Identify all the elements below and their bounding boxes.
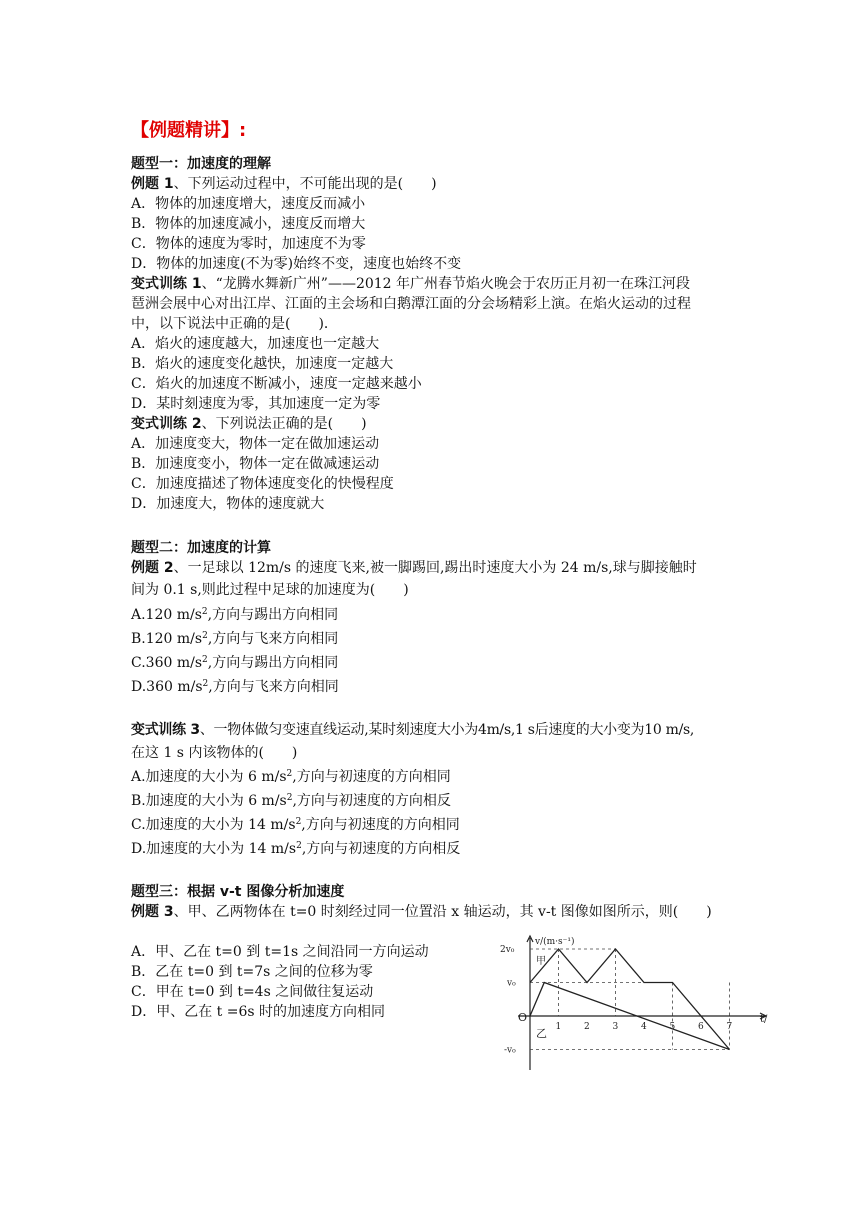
example-3-stem — [131, 902, 712, 922]
option-text: C.360 m/s — [131, 655, 203, 671]
option-text: B.120 m/s — [131, 631, 203, 647]
option-text: ,方向与踢出方向相同 — [207, 655, 339, 671]
example-label: 例题 3 — [131, 904, 174, 920]
option: B．加速度变小，物体一定在做减速运动 — [131, 456, 380, 472]
option: D．物体的加速度(不为零)始终不变，速度也始终不变 — [131, 256, 462, 272]
example-label: 例题 1 — [131, 176, 174, 192]
superscript: 2 — [202, 679, 209, 689]
example-2-stem — [131, 558, 697, 578]
vt-graph — [494, 932, 770, 1074]
option-text: A.120 m/s — [131, 607, 202, 623]
x-axis-label: t/ — [760, 1014, 768, 1025]
option-text: C.加速度的大小为 14 m/s — [131, 817, 296, 833]
option: A．加速度变大，物体一定在做加速运动 — [131, 436, 380, 452]
training-3-stem — [131, 720, 694, 740]
label-yi: 乙 — [536, 1026, 547, 1040]
x-tick-label: 2 — [584, 1022, 590, 1032]
superscript: 2 — [286, 793, 293, 803]
option-text: ,方向与初速度的方向相同 — [301, 817, 460, 833]
option — [131, 839, 460, 859]
option: D．甲、乙在 t =6s 时的加速度方向相同 — [131, 1004, 386, 1020]
graph-series — [530, 949, 730, 1050]
option-text: B.加速度的大小为 6 m/s — [131, 793, 287, 809]
stem-text: 、一物体做匀变速直线运动,某时刻速度大小为4m/s,1 s后速度的大小变为10 m/s, — [199, 722, 695, 738]
option — [131, 629, 338, 649]
tick-neg-v0: -v₀ — [504, 1045, 516, 1056]
x-tick-label: 6 — [698, 1022, 704, 1032]
tick-2v0: 2v₀ — [500, 945, 515, 955]
x-tick-label: 1 — [555, 1022, 562, 1032]
series-jia-line — [530, 949, 730, 1050]
training-label: 变式训练 2 — [131, 416, 202, 432]
option-text: ,方向与初速度的方向相反 — [301, 841, 461, 857]
stem-text: 、下列说法正确的是( ) — [201, 416, 367, 432]
training-label: 变式训练 3 — [131, 722, 200, 738]
option-text: D.加速度的大小为 14 m/s — [131, 841, 297, 857]
option — [131, 653, 338, 673]
section-title-1: 题型一：加速度的理解 — [131, 156, 271, 172]
x-tick-label: 7 — [726, 1022, 733, 1032]
label-jia: 甲 — [536, 956, 546, 968]
x-tick-label: 5 — [669, 1022, 676, 1032]
stem-text: 、下列运动过程中，不可能出现的是( ) — [173, 176, 437, 192]
tick-v0: v₀ — [507, 978, 516, 989]
section-title-2: 题型二：加速度的计算 — [131, 540, 271, 556]
example-label: 例题 2 — [131, 560, 174, 576]
superscript: 2 — [286, 769, 293, 779]
option-text: ,方向与初速度的方向相同 — [292, 769, 451, 785]
stem-line: 间为 0.1 s,则此过程中足球的加速度为( ) — [131, 582, 409, 598]
x-tick-label: 3 — [612, 1022, 619, 1032]
option — [131, 677, 339, 697]
training-1-stem — [131, 274, 690, 294]
option: D．某时刻速度为零，其加速度一定为零 — [131, 396, 381, 412]
stem-text: 、“龙腾水舞新广州”——2012 年广州春节焰火晚会于农历正月初一在珠江河段 — [201, 276, 691, 292]
x-tick-label: 4 — [641, 1022, 647, 1032]
origin-label: O — [518, 1011, 528, 1024]
option — [131, 791, 451, 811]
example-1-stem — [131, 174, 437, 194]
option: B．物体的加速度减小，速度反而增大 — [131, 216, 366, 232]
option: C．加速度描述了物体速度变化的快慢程度 — [131, 476, 394, 492]
section-title-3: 题型三：根据 v-t 图像分析加速度 — [131, 884, 345, 900]
option: C．甲在 t=0 到 t=4s 之间做往复运动 — [131, 984, 374, 1000]
option-text: ,方向与初速度的方向相反 — [292, 793, 451, 809]
training-2-stem — [131, 414, 367, 434]
option: C．焰火的加速度不断减小，速度一定越来越小 — [131, 376, 422, 392]
superscript: 2 — [202, 655, 208, 665]
superscript: 2 — [201, 607, 208, 617]
option: D．加速度大，物体的速度就大 — [131, 496, 325, 512]
option — [131, 767, 451, 787]
training-label: 变式训练 1 — [131, 276, 202, 292]
stem-line: 中，以下说法中正确的是( )． — [131, 316, 338, 332]
option — [131, 815, 460, 835]
option: C．物体的速度为零时，加速度不为零 — [131, 236, 366, 252]
stem-text: 、甲、乙两物体在 t=0 时刻经过同一位置沿 x 轴运动，其 v-t 图像如图所示，则( ) — [173, 904, 712, 920]
y-axis-label: v/(m·s⁻¹) — [535, 937, 575, 947]
option-text: ,方向与踢出方向相同 — [207, 607, 339, 623]
option — [131, 605, 338, 625]
option-text: ,方向与飞来方向相同 — [207, 631, 339, 647]
section-header: 【例题精讲】: — [131, 120, 247, 141]
option: A．物体的加速度增大，速度反而减小 — [131, 196, 366, 212]
graph-labels — [500, 936, 768, 1056]
option-text: A.加速度的大小为 6 m/s — [131, 769, 287, 785]
option: B．乙在 t=0 到 t=7s 之间的位移为零 — [131, 964, 373, 980]
option-text: ,方向与飞来方向相同 — [208, 679, 339, 695]
stem-line: 在这 1 s 内该物体的( ) — [131, 745, 298, 761]
option: A．焰火的速度越大，加速度也一定越大 — [131, 336, 380, 352]
option: B．焰火的速度变化越快，加速度一定越大 — [131, 356, 394, 372]
option: A．甲、乙在 t=0 到 t=1s 之间沿同一方向运动 — [131, 944, 429, 960]
superscript: 2 — [202, 631, 208, 641]
superscript: 2 — [295, 817, 302, 827]
stem-line: 琶洲会展中心对出江岸、江面的主会场和白鹅潭江面的分会场精彩上演。在焰火运动的过程 — [131, 296, 691, 312]
stem-text: 、一足球以 12m/s 的速度飞来,被一脚踢回,踢出时速度大小为 24 m/s,球与脚接触时 — [173, 560, 697, 576]
option-text: D.360 m/s — [131, 679, 203, 695]
superscript: 2 — [296, 841, 302, 851]
